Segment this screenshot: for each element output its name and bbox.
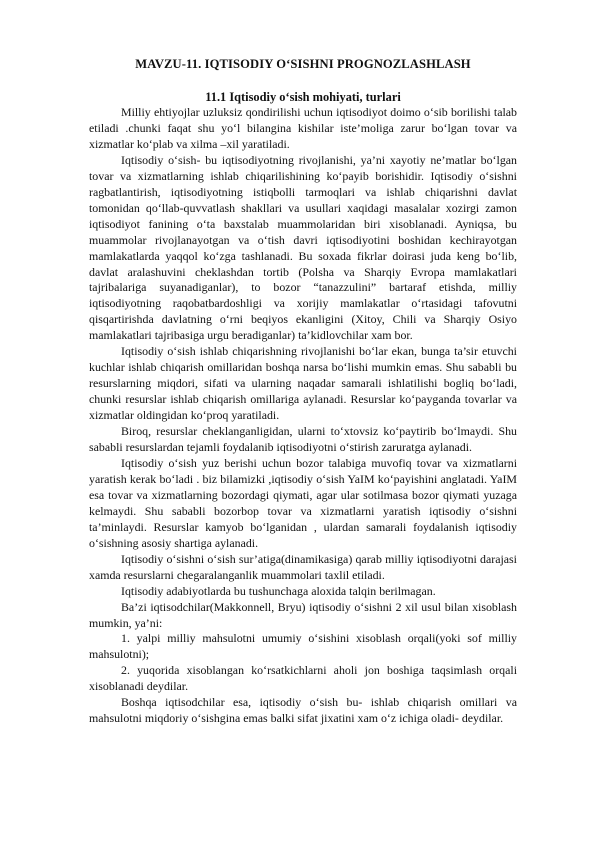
paragraph-6: Iqtisodiy o‘sishni o‘sish sur’atiga(dinamikasiga) qarab milliy iqtisodiyotni darajasi xamda resurslarni chegaralanganlik muammolari taxlil etiladi.: [89, 551, 517, 582]
section-title: 11.1 Iqtisodiy o‘sish mohiyati, turlari: [205, 90, 401, 104]
list-item-1: 1. yalpi milliy mahsulotni umumiy o‘sishini xisoblash orqali(yoki sof milliy mahsulotni);: [89, 631, 517, 662]
paragraph-2: Iqtisodiy o‘sish- bu iqtisodiyotning rivojlanishi, ya’ni xayotiy ne’matlar bo‘lgan tovar va xizmatlarning ishlab chiqarilishining ko‘payib borishidir. Iqtisodiy o‘sishni ragbatlantirish, iqtisodiyotning istiqbolli tarmoqlari va ishlab chiqarishni davlat tomonidan qo‘llab-quvvatlash shakllari va usullari xaqidagi masalalar xozirgi zamon iqtisodiyot fanining o‘ta baxstalab muammolaridan biri xisoblanadi. Ayniqsa, bu muammolar rivojlanayotgan va o‘tish davri iqtisodiyotini boshidan kechirayotgan mamlakatlarda yaqqol ko‘zga tashlanadi. Bu soxada fikrlar doirasi juda keng bo‘lib, davlat aralashuvini cheklashdan tortib (Polsha va Sharqiy Evropa mamlakatlari tajribalariga suyanadiganlar), to bozor “tanazzulini” bartaraf etishda, milliy iqtisodiyotning raqobatbardoshligi va xorijiy mamlakatlar o‘rtasidagi tafovutni qisqartirishda davlatning o‘rni beqiyos ekanligini (Xitoy, Chili va Sharqiy Osiyo mamlakatlari tajribasiga urgu beradiganlar) ta’kidlovchilar xam bor.: [89, 152, 517, 343]
paragraph-1: Milliy ehtiyojlar uzluksiz qondirilishi uchun iqtisodiyot doimo o‘sib borilishi talab etiladi .chunki faqat shu yo‘l bilangina kishilar iste’moliga zarur bo‘lgan tovar va xizmatlar ko‘plab va xilma –xil yaratiladi.: [89, 105, 517, 151]
list-item-2: 2. yuqorida xisoblangan ko‘rsatkichlarni aholi jon boshiga taqsimlash orqali xisoblanadi deydilar.: [89, 663, 517, 694]
document-page: [89, 56, 517, 727]
paragraph-4: Biroq, resurslar cheklanganligidan, ularni to‘xtovsiz ko‘paytirib bo‘lmaydi. Shu sababli resurslardan tejamli foydalanib iqtisodiyotni o‘stirish zaruratga aylanadi.: [89, 424, 517, 455]
paragraph-9: Boshqa iqtisodchilar esa, iqtisodiy o‘sish bu- ishlab chiqarish omillari va mahsulotni miqdoriy o‘sishgina emas balki sifat jixatini xam o‘z ichiga oladi- deydilar.: [89, 695, 517, 726]
document-title: MAVZU-11. IQTISODIY O‘SISHNI PROGNOZLASHLASH: [135, 57, 471, 71]
paragraph-8: Ba’zi iqtisodchilar(Makkonnell, Bryu) iqtisodiy o‘sishni 2 xil usul bilan xisoblash mumkin, ya’ni:: [89, 599, 517, 630]
paragraph-3: Iqtisodiy o‘sish ishlab chiqarishning rivojlanishi bo‘lar ekan, bunga ta’sir etuvchi kuchlar ishlab chiqarish omillaridan boshqa narsa bo‘lishi mumkin emas. Shu sababli bu resurslarning miqdori, sifati va ularning naqadar samarali ishlatilishi bogliq bo‘ladi, chunki resurslar ishlab chiqarish omillariga aylanadi. Resurslar ko‘payganda tovarlar va xizmatlar oldingidan ko‘proq yaratiladi.: [89, 344, 517, 423]
paragraph-5: Iqtisodiy o‘sish yuz berishi uchun bozor talabiga muvofiq tovar va xizmatlarni yaratish kerak bo‘ladi . biz bilamizki ,iqtisodiy o‘sish YaIM ko‘payishini anglatadi. YaIM esa tovar va xizmatlarning bozordagi qiymati, agar ular sotilmasa bozor qiymati yuzaga kelmaydi. Shu sababli bozorbop tovar va xizmatlarni yaratish iqtisodiy o‘sishni ta’minlaydi. Resurslar kamyob bo‘lganidan , ulardan samarali foydalanish iqtisodiy o‘sishning asosiy shartiga aylanadi.: [89, 455, 517, 550]
paragraph-7: Iqtisodiy adabiyotlarda bu tushunchaga aloxida talqin berilmagan.: [121, 583, 436, 598]
